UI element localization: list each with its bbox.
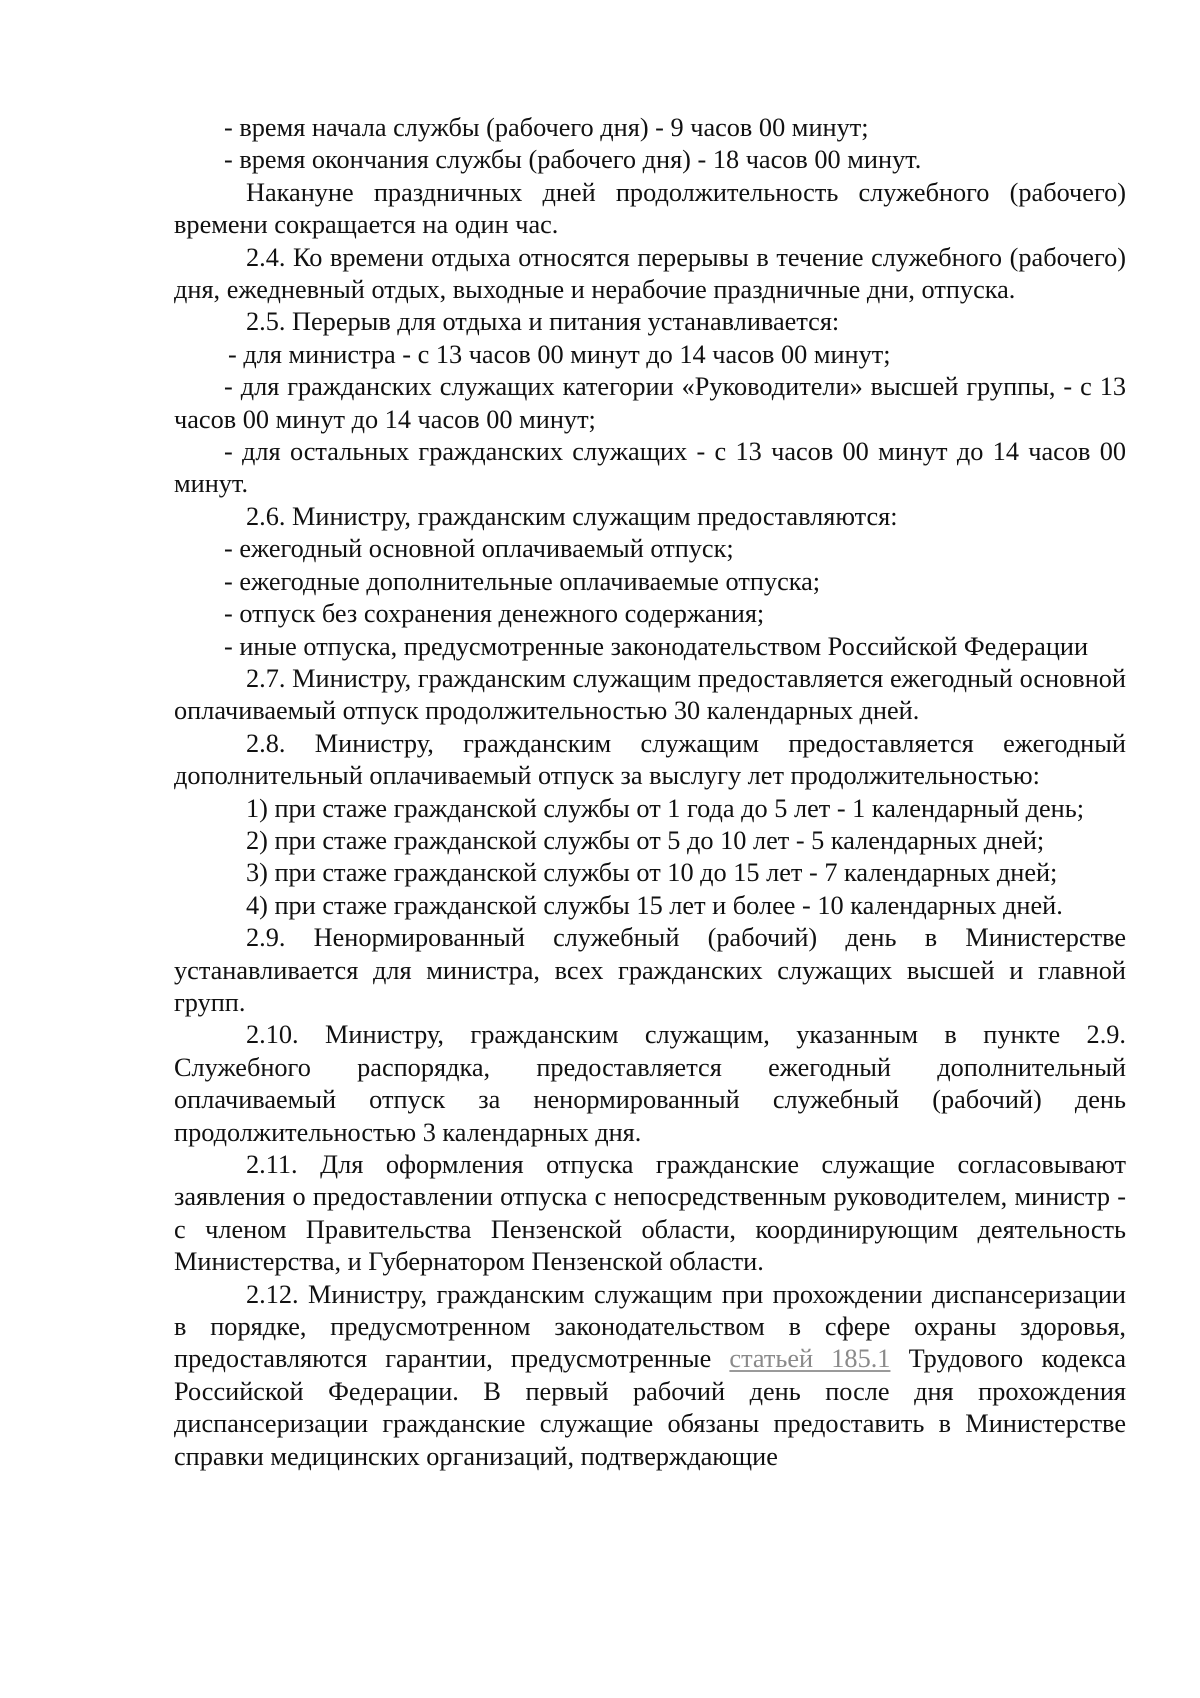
start-time-line: - время начала службы (рабочего дня) - 9 часов 00 минут; [224,113,869,142]
clause-2-8-item-4: 4) при стаже гражданской службы 15 лет и более - 10 календарных дней. [246,890,1063,920]
article-185-1-link[interactable]: статьей 185.1 [729,1344,891,1374]
clause-2-4: 2.4. Ко времени отдыха относятся перерывы в течение служебного (рабочего) дня, ежедневный отдых, выходные и нерабочие праздничные дни, отпуска. [174,242,1126,305]
clause-2-9: 2.9. Ненормированный служебный (рабочий) день в Министерстве устанавливается для министра, всех гражданских служащих высшей и главной групп. [174,923,1126,1017]
clause-2-6-additional: - ежегодные дополнительные оплачиваемые отпуска; [224,566,821,596]
clause-2-6-other: - иные отпуска, предусмотренные законодательством Российской Федерации [224,631,1089,661]
clause-2-7: 2.7. Министру, гражданским служащим предоставляется ежегодный основной оплачиваемый отпуск продолжительностью 30 календарных дней. [174,663,1126,726]
clause-2-5: 2.5. Перерыв для отдыха и питания устанавливается: [246,307,840,337]
end-time-line: - время окончания службы (рабочего дня) - 18 часов 00 минут. [224,145,922,175]
clause-2-6-unpaid: - отпуск без сохранения денежного содержания; [224,599,765,629]
clause-2-8-item-2: 2) при стаже гражданской службы от 5 до 10 лет - 5 календарных дней; [246,825,1045,855]
clause-2-11: 2.11. Для оформления отпуска гражданские служащие согласовывают заявления о предоставлении отпуска с непосредственным руководителем, министр - с членом Правительства Пензенской области, координирующим деятельность Министерства, и Губернатором Пензенской области. [174,1150,1126,1277]
clause-2-8-item-1: 1) при стаже гражданской службы от 1 года до 5 лет - 1 календарный день; [246,793,1085,823]
clause-2-12 [174,1279,1126,1473]
clause-2-10: 2.10. Министру, гражданским служащим, указанным в пункте 2.9. Служебного распорядка, предоставляется ежегодный дополнительный оплачиваемый отпуск за ненормированный служебный (рабочий) день продолжительностью 3 календарных дня. [174,1020,1126,1147]
clause-2-8-item-3: 3) при стаже гражданской службы от 10 до 15 лет - 7 календарных дней; [246,858,1058,888]
clause-2-12-text-after: Трудового кодекса Российской Федерации. В первый рабочий день после дня прохождения диспансеризации гражданские служащие обязаны предоставить в Министерстве справки медицинских организаций, подтверждающие [174,1344,1126,1471]
clause-2-6-annual: - ежегодный основной оплачиваемый отпуск; [224,534,734,564]
clause-2-6: 2.6. Министру, гражданским служащим предоставляются: [246,501,898,531]
clause-2-8: 2.8. Министру, гражданским служащим предоставляется ежегодный дополнительный оплачиваемый отпуск за выслугу лет продолжительностью: [174,728,1126,791]
clause-2-5-minister: - для министра - с 13 часов 00 минут до 14 часов 00 минут; [228,339,891,369]
document-page [174,112,1126,1473]
clause-2-5-leaders: - для гражданских служащих категории «Руководители» высшей группы, - с 13 часов 00 минут до 14 часов 00 минут; [174,372,1126,434]
pre-holiday-paragraph: Накануне праздничных дней продолжительность служебного (рабочего) времени сокращается на один час. [174,177,1126,240]
clause-2-12-text-before: 2.12. Министру, гражданским служащим при прохождении диспансеризации в порядке, предусмотренном законодательством в сфере охраны здоровья, предоставляются гарантии, предусмотренные [174,1279,1126,1374]
clause-2-5-others: - для остальных гражданских служащих - с 13 часов 00 минут до 14 часов 00 минут. [174,437,1126,499]
